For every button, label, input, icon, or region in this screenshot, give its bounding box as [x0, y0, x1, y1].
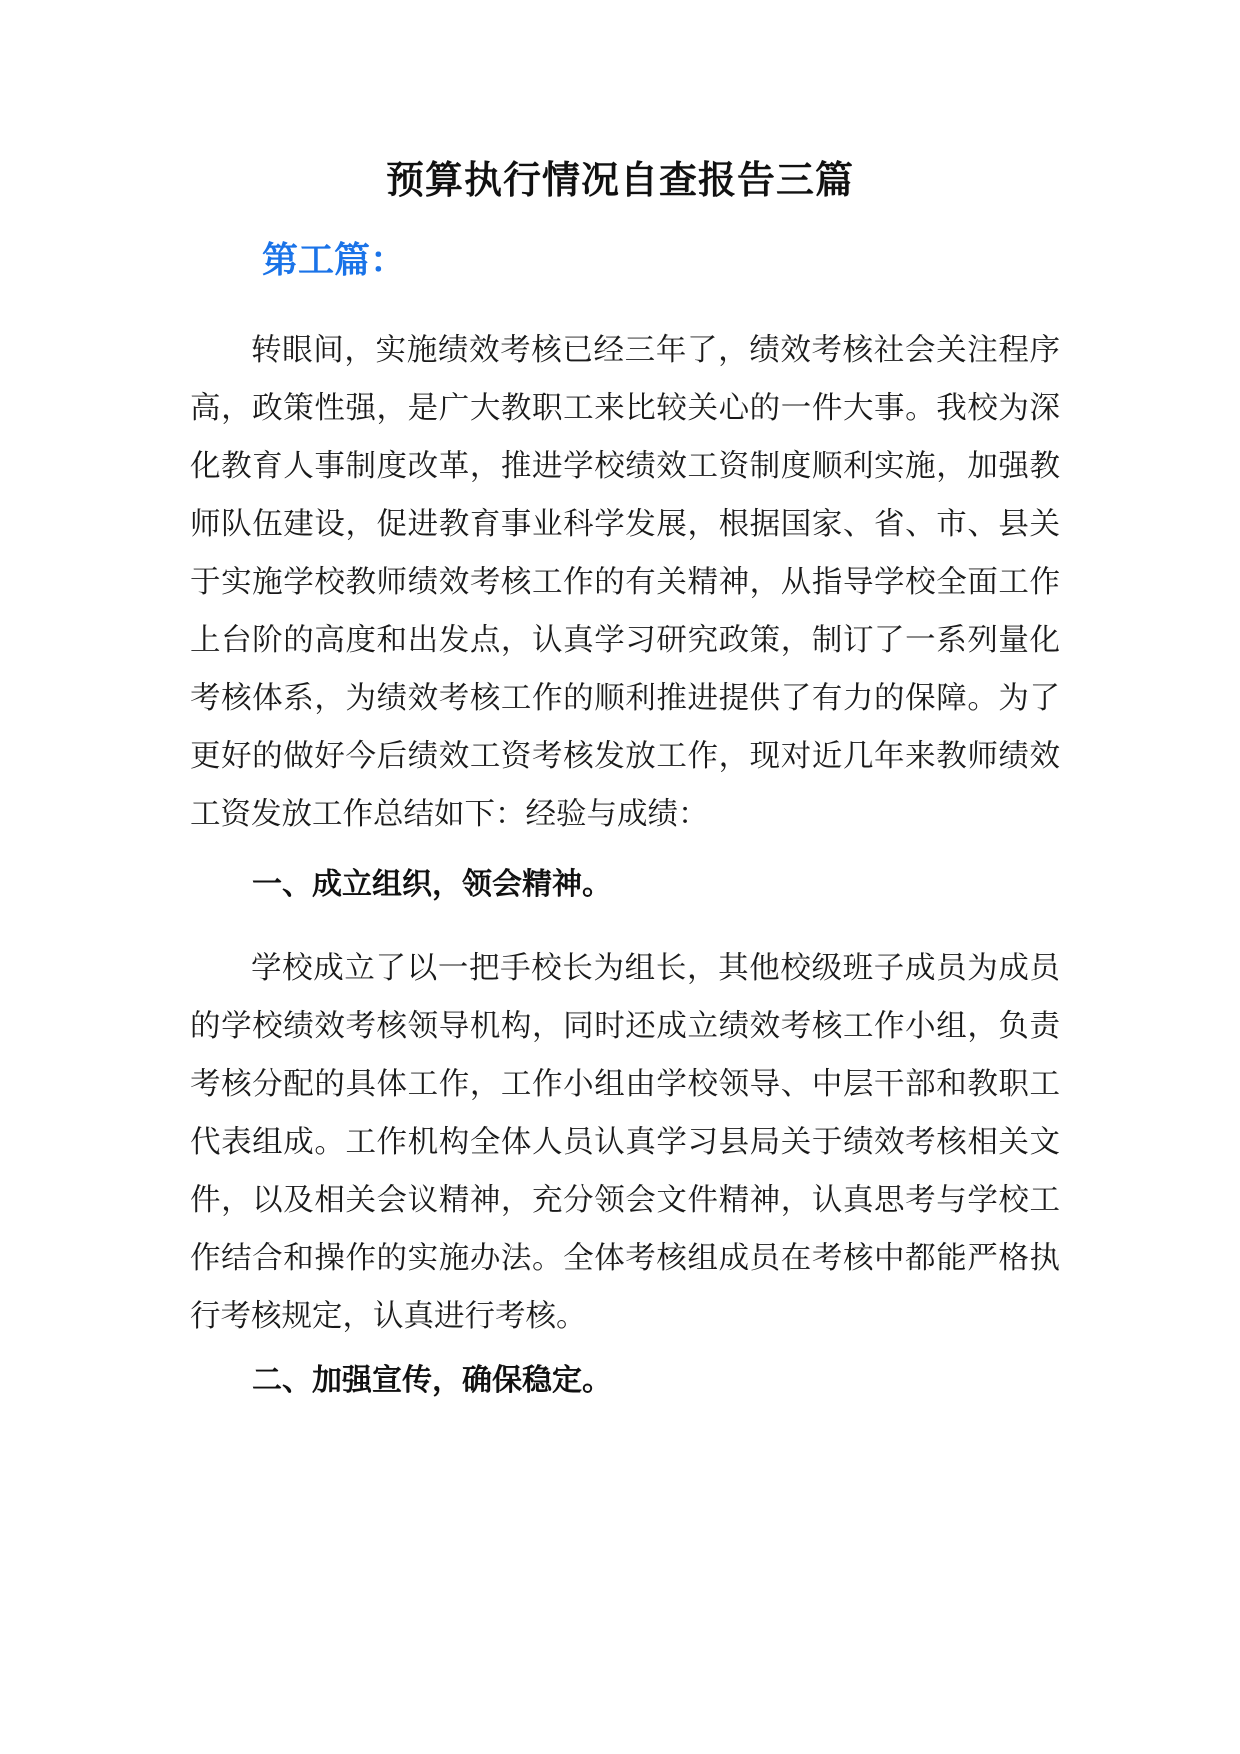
- body-paragraph-2: 学校成立了以一把手校长为组长，其他校级班子成员为成员的学校绩效考核领导机构，同时还成立绩效考核工作小组，负责考核分配的具体工作，工作小组由学校领导、中层干部和教职工代表组成。工作机构全体人员认真学习县局关于绩效考核相关文件，以及相关会议精神，充分领会文件精神，认真思考与学校工作结合和操作的实施办法。全体考核组成员在考核中都能严格执行考核规定，认真进行考核。: [190, 951, 1060, 1334]
- subheading-2: 二、加强宣传，确保稳定。: [252, 1363, 612, 1398]
- document-title: 预算执行情况自查报告三篇: [385, 157, 854, 202]
- subheading-1: 一、成立组织，领会精神。: [252, 867, 612, 902]
- body-paragraph-1: 转眼间，实施绩效考核已经三年了，绩效考核社会关注程序高，政策性强，是广大教职工来比较关心的一件大事。我校为深化教育人事制度改革，推进学校绩效工资制度顺利实施，加强教师队伍建设，促进教育事业科学发展，根据国家、省、市、县关于实施学校教师绩效考核工作的有关精神，从指导学校全面工作上台阶的高度和出发点，认真学习研究政策，制订了一系列量化考核体系，为绩效考核工作的顺利推进提供了有力的保障。为了更好的做好今后绩效工资考核发放工作，现对近几年来教师绩效工资发放工作总结如下：经验与成绩：: [190, 333, 1060, 832]
- section-heading: 第工篇：: [262, 240, 407, 281]
